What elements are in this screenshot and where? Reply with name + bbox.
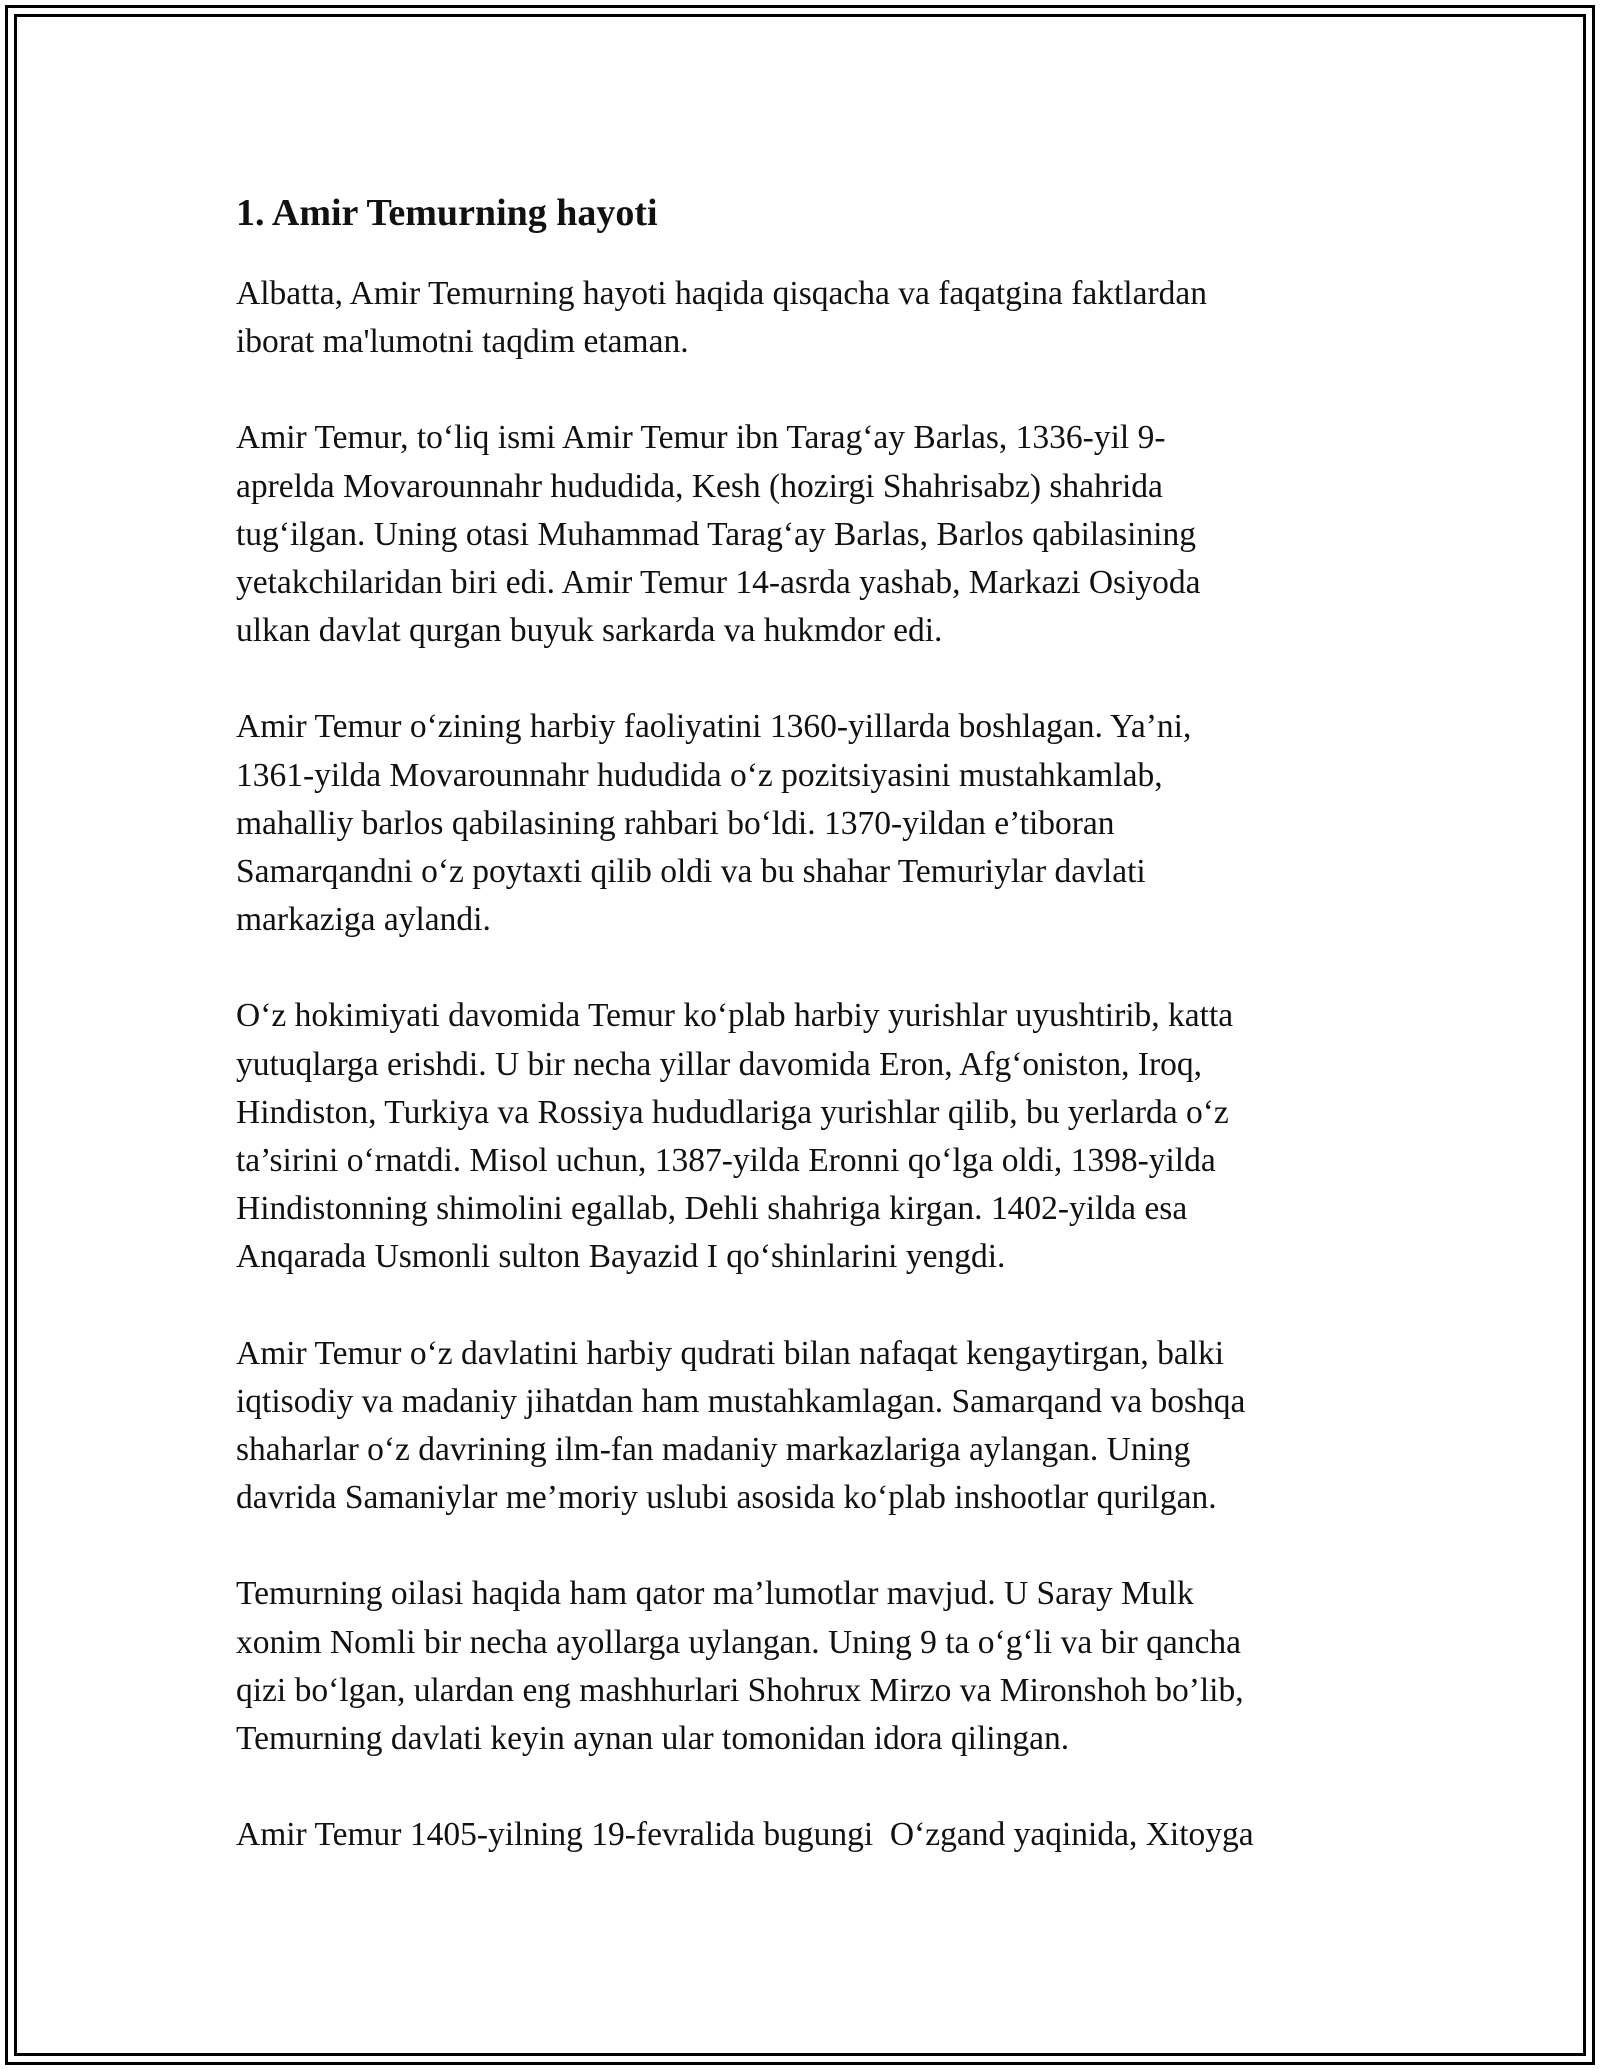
text-line: Samarqandni o‘z poytaxti qilib oldi va bu shahar Temuriylar davlati (236, 853, 1146, 891)
text-line: Albatta, Amir Temurning hayoti haqida qisqacha va faqatgina faktlardan (236, 275, 1208, 312)
paragraph-family (236, 1570, 1376, 1763)
text-line: Temurning davlati keyin aynan ular tomonidan idora qilingan. (236, 1720, 1070, 1758)
text-line: iqtisodiy va madaniy jihatdan ham mustahkamlagan. Samarqand va boshqa (236, 1382, 1246, 1420)
paragraph-campaigns (236, 992, 1376, 1281)
paragraph-birth (236, 414, 1376, 655)
text-line: Anqarada Usmonli sulton Bayazid I qo‘shinlarini yengdi. (236, 1238, 1006, 1276)
text-line: aprelda Movarounnahr hududida, Kesh (hozirgi Shahrisabz) shahrida (236, 467, 1163, 505)
text-line: markaziga aylandi. (236, 901, 491, 939)
paragraph-intro (236, 270, 1376, 366)
section-title: 1. Amir Temurning hayoti (236, 192, 658, 234)
text-line: mahalliy barlos qabilasining rahbari bo‘ldi. 1370-yildan e’tiboran (236, 804, 1115, 842)
text-line: qizi bo‘lgan, ulardan eng mashhurlari Shohrux Mirzo va Mironshoh bo’lib, (236, 1671, 1244, 1709)
paragraph-state-building (236, 1330, 1376, 1523)
text-line: ta’sirini o‘rnatdi. Misol uchun, 1387-yilda Eronni qo‘lga oldi, 1398-yilda (236, 1142, 1216, 1180)
text-line: tug‘ilgan. Uning otasi Muhammad Tarag‘ay Barlas, Barlos qabilasining (236, 515, 1196, 553)
text-line: Amir Temur 1405-yilning 19-fevralida bugungi O‘zgand yaqinida, Xitoyga (236, 1816, 1254, 1854)
text-line: yutuqlarga erishdi. U bir necha yillar davomida Eron, Afg‘oniston, Iroq, (236, 1045, 1203, 1083)
paragraph-death (236, 1811, 1376, 1859)
paragraph-military-start (236, 703, 1376, 944)
text-line: xonim Nomli bir necha ayollarga uylangan. Uning 9 ta o‘g‘li va bir qancha (236, 1623, 1242, 1661)
text-line: Amir Temur o‘z davlatini harbiy qudrati bilan nafaqat kengaytirgan, balki (236, 1334, 1225, 1372)
text-line: iborat ma'lumotni taqdim etaman. (236, 323, 689, 361)
text-line: Hindistonning shimolini egallab, Dehli shahriga kirgan. 1402-yilda esa (236, 1190, 1188, 1228)
text-line: Amir Temur o‘zining harbiy faoliyatini 1360-yillarda boshlagan. Ya’ni, (236, 708, 1192, 746)
text-line: Hindiston, Turkiya va Rossiya hududlariga yurishlar qilib, bu yerlarda o‘z (236, 1093, 1229, 1131)
text-line: 1361-yilda Movarounnahr hududida o‘z pozitsiyasini mustahkamlab, (236, 756, 1163, 794)
text-line: yetakchilaridan biri edi. Amir Temur 14-asrda yashab, Markazi Osiyoda (236, 564, 1201, 602)
text-line: ulkan davlat qurgan buyuk sarkarda va hukmdor edi. (236, 612, 943, 650)
text-line: davrida Samaniylar me’moriy uslubi asosida ko‘plab inshootlar qurilgan. (236, 1479, 1217, 1517)
text-line: Amir Temur, to‘liq ismi Amir Temur ibn Tarag‘ay Barlas, 1336-yil 9- (236, 419, 1166, 457)
document-body (236, 188, 1376, 1907)
text-line: shaharlar o‘z davrining ilm-fan madaniy markazlariga aylangan. Uning (236, 1431, 1191, 1469)
text-line: O‘z hokimiyati davomida Temur ko‘plab harbiy yurishlar uyushtirib, katta (236, 997, 1234, 1035)
text-line: Temurning oilasi haqida ham qator ma’lumotlar mavjud. U Saray Mulk (236, 1575, 1194, 1613)
